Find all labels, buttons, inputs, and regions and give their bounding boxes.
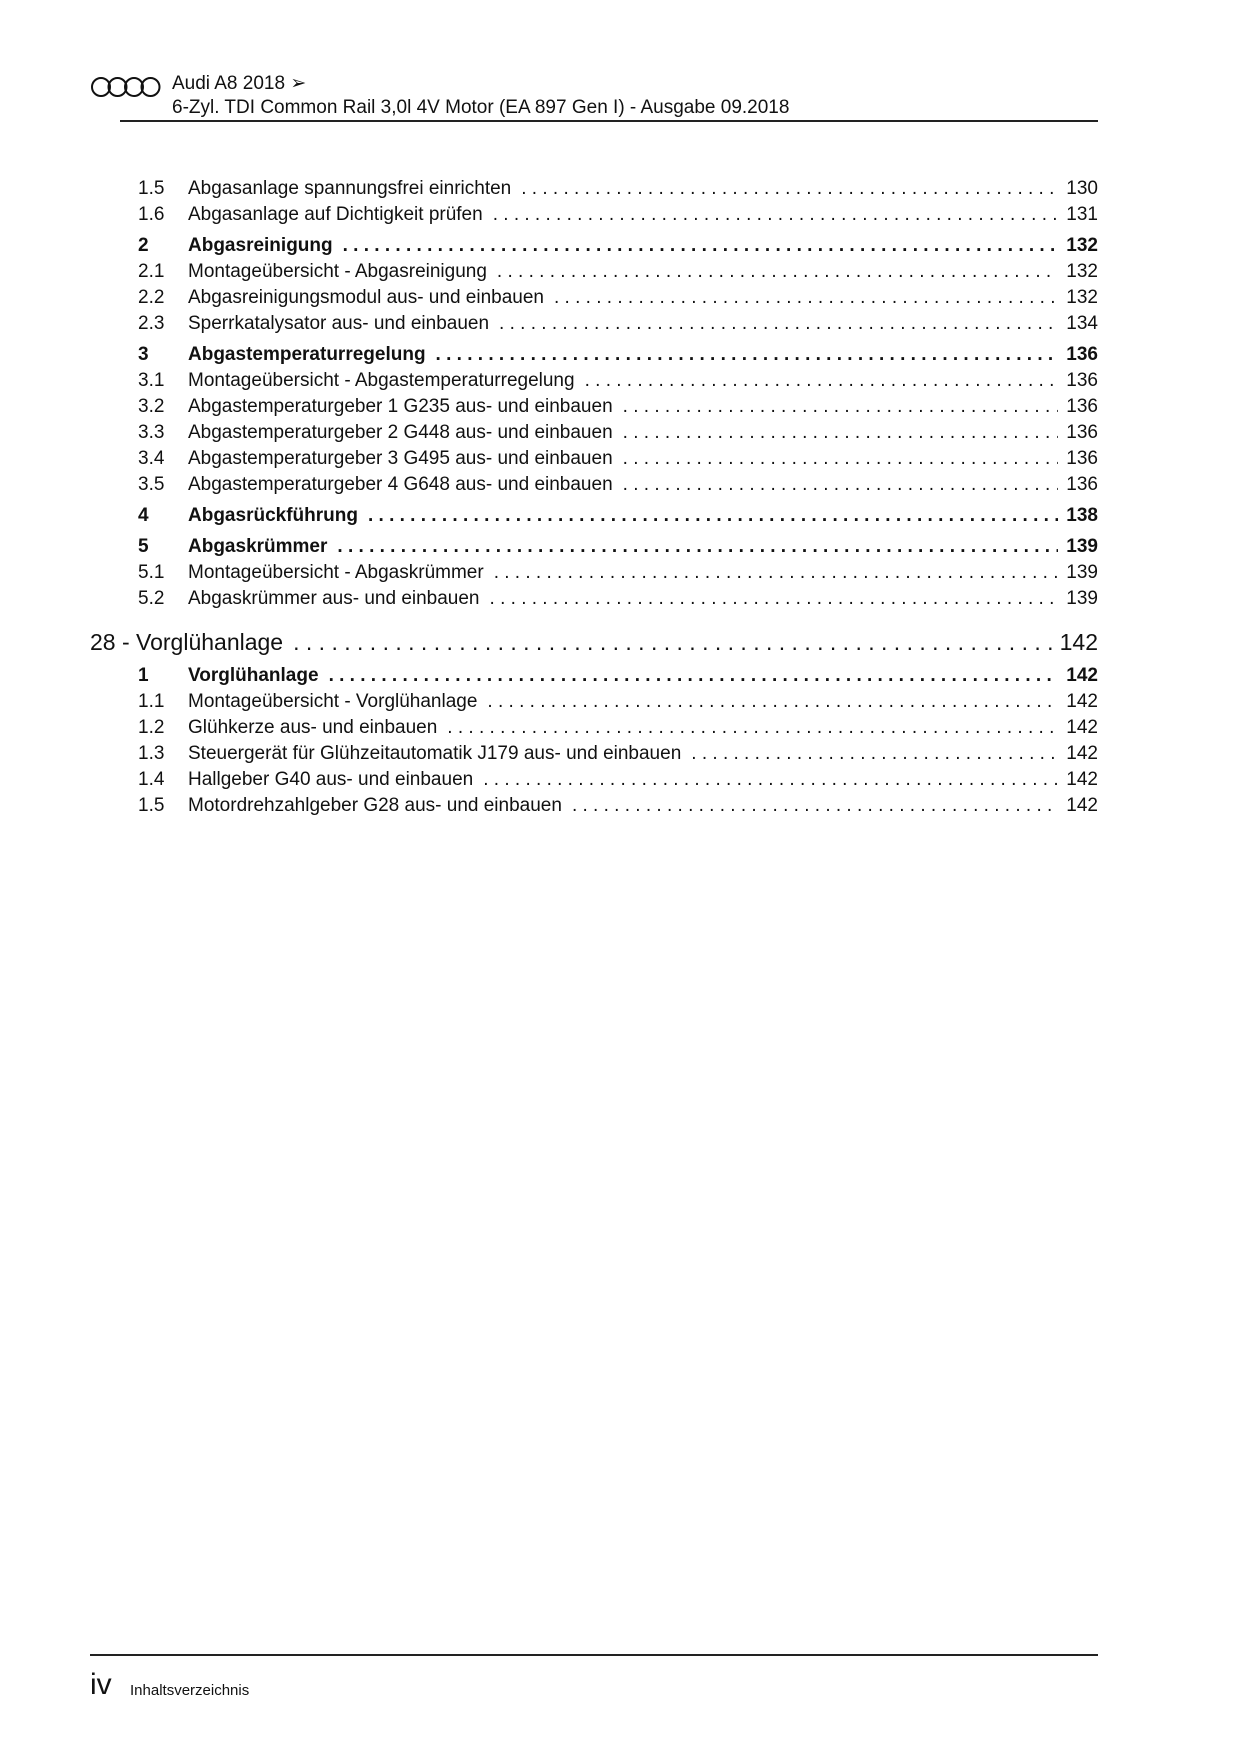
toc-dot-leader <box>368 503 1058 529</box>
toc-entry-number: 5.2 <box>138 588 165 609</box>
toc-entry-title: Steuergerät für Glühzeitautomatik J179 aus- und einbauen <box>188 743 682 764</box>
toc-entry-number: 2.2 <box>138 287 165 308</box>
toc-entry-page: 136 <box>1066 422 1098 443</box>
toc-dot-leader <box>572 793 1058 819</box>
toc-subsection-entry[interactable] <box>90 259 1098 285</box>
footer-section-label: Inhaltsverzeichnis <box>130 1682 250 1699</box>
toc-entry-title: Abgastemperaturgeber 2 G448 aus- und einbauen <box>188 422 613 443</box>
toc-entry-number: 1.2 <box>138 717 165 738</box>
toc-subsection-entry[interactable] <box>90 368 1098 394</box>
toc-dot-leader <box>691 741 1058 767</box>
toc-dot-leader <box>499 311 1058 337</box>
toc-dot-leader <box>436 342 1059 368</box>
toc-entry-number: 1.3 <box>138 743 165 764</box>
toc-entry-number: 3.3 <box>138 422 165 443</box>
toc-section-entry[interactable] <box>90 663 1098 689</box>
toc-entry-title: Montageübersicht - Vorglühanlage <box>188 691 478 712</box>
toc-dot-leader <box>623 472 1059 498</box>
toc-entry-title: Sperrkatalysator aus- und einbauen <box>188 313 490 334</box>
toc-subsection-entry[interactable] <box>90 560 1098 586</box>
toc-entry-title: Abgasrückführung <box>188 505 358 526</box>
toc-entry-number: 1.5 <box>138 178 165 199</box>
toc-entry-number: 5 <box>138 536 149 557</box>
toc-entry-number: 3.2 <box>138 396 165 417</box>
toc-dot-leader <box>623 446 1059 472</box>
toc-entry-page: 139 <box>1066 588 1098 609</box>
toc-dot-leader <box>493 202 1059 228</box>
toc-entry-title: Montageübersicht - Abgaskrümmer <box>188 562 484 583</box>
toc-dot-leader <box>490 586 1059 612</box>
toc-dot-leader <box>521 176 1058 202</box>
toc-entry-page: 136 <box>1066 344 1098 365</box>
toc-dot-leader <box>447 715 1058 741</box>
toc-entry-page: 139 <box>1066 536 1098 557</box>
toc-subsection-entry[interactable] <box>90 420 1098 446</box>
toc-dot-leader <box>554 285 1058 311</box>
header-engine-edition: 6-Zyl. TDI Common Rail 3,0l 4V Motor (EA 897 Gen I) - Ausgabe 09.2018 <box>172 97 790 118</box>
toc-entry-page: 132 <box>1066 235 1098 256</box>
toc-entry-number: 2 <box>138 235 149 256</box>
toc-subsection-entry[interactable] <box>90 394 1098 420</box>
toc-entry-title: Abgasanlage spannungsfrei einrichten <box>188 178 512 199</box>
toc-entry-number: 1.5 <box>138 795 165 816</box>
toc-entry-number: 2.3 <box>138 313 165 334</box>
toc-dot-leader <box>497 259 1058 285</box>
toc-entry-title: Abgaskrümmer aus- und einbauen <box>188 588 480 609</box>
toc-entry-page: 136 <box>1066 396 1098 417</box>
toc-entry-title: Hallgeber G40 aus- und einbauen <box>188 769 474 790</box>
toc-section-entry[interactable] <box>90 342 1098 368</box>
toc-entry-title: Motordrehzahlgeber G28 aus- und einbauen <box>188 795 562 816</box>
toc-entry-page: 136 <box>1066 448 1098 469</box>
toc-subsection-entry[interactable] <box>90 285 1098 311</box>
toc-subsection-entry[interactable] <box>90 689 1098 715</box>
toc-entry-page: 142 <box>1066 769 1098 790</box>
toc-entry-title: Vorglühanlage <box>188 665 319 686</box>
toc-entry-title: Montageübersicht - Abgasreinigung <box>188 261 487 282</box>
toc-subsection-entry[interactable] <box>90 472 1098 498</box>
toc-entry-page: 142 <box>1066 743 1098 764</box>
footer-divider <box>90 1654 1098 1656</box>
toc-entry-title: Montageübersicht - Abgastemperaturregelung <box>188 370 575 391</box>
toc-section-entry[interactable] <box>90 233 1098 259</box>
toc-entry-title: 28 - Vorglühanlage <box>90 629 284 655</box>
toc-entry-page: 130 <box>1066 178 1098 199</box>
toc-dot-leader <box>487 689 1058 715</box>
toc-entry-number: 3.5 <box>138 474 165 495</box>
toc-subsection-entry[interactable] <box>90 176 1098 202</box>
toc-entry-title: Abgasreinigungsmodul aus- und einbauen <box>188 287 544 308</box>
toc-dot-leader <box>337 534 1058 560</box>
toc-dot-leader <box>623 420 1059 446</box>
toc-entry-title: Abgastemperaturgeber 3 G495 aus- und einbauen <box>188 448 613 469</box>
toc-subsection-entry[interactable] <box>90 311 1098 337</box>
toc-entry-number: 3 <box>138 344 149 365</box>
toc-subsection-entry[interactable] <box>90 741 1098 767</box>
header-divider <box>120 120 1098 122</box>
toc-entry-page: 132 <box>1066 287 1098 308</box>
toc-entry-title: Abgastemperaturregelung <box>188 344 426 365</box>
toc-entry-title: Abgasanlage auf Dichtigkeit prüfen <box>188 204 483 225</box>
toc-dot-leader <box>494 560 1059 586</box>
toc-entry-page: 142 <box>1066 665 1098 686</box>
toc-section-entry[interactable] <box>90 503 1098 529</box>
toc-entry-page: 131 <box>1066 204 1098 225</box>
toc-entry-title: Abgasreinigung <box>188 235 333 256</box>
toc-dot-leader <box>293 626 1056 658</box>
toc-subsection-entry[interactable] <box>90 715 1098 741</box>
toc-entry-page: 142 <box>1066 717 1098 738</box>
toc-subsection-entry[interactable] <box>90 767 1098 793</box>
toc-entry-number: 1.6 <box>138 204 165 225</box>
toc-entry-number: 3.1 <box>138 370 165 391</box>
table-of-contents <box>90 176 1098 819</box>
footer-page-number: iv <box>90 1668 112 1701</box>
toc-entry-title: Abgastemperaturgeber 4 G648 aus- und einbauen <box>188 474 613 495</box>
toc-dot-leader <box>343 233 1059 259</box>
header-vehicle-title: Audi A8 2018 ➢ <box>172 73 307 94</box>
toc-entry-page: 136 <box>1066 370 1098 391</box>
audi-rings-logo <box>90 76 162 98</box>
toc-entry-title: Abgastemperaturgeber 1 G235 aus- und einbauen <box>188 396 613 417</box>
toc-entry-number: 2.1 <box>138 261 165 282</box>
toc-subsection-entry[interactable] <box>90 793 1098 819</box>
toc-entry-page: 132 <box>1066 261 1098 282</box>
toc-subsection-entry[interactable] <box>90 202 1098 228</box>
toc-subsection-entry[interactable] <box>90 586 1098 612</box>
toc-entry-page: 142 <box>1066 795 1098 816</box>
toc-entry-number: 1.4 <box>138 769 165 790</box>
toc-entry-page: 138 <box>1066 505 1098 526</box>
toc-dot-leader <box>483 767 1058 793</box>
toc-entry-page: 134 <box>1066 313 1098 334</box>
toc-entry-number: 3.4 <box>138 448 165 469</box>
toc-chapter-entry[interactable] <box>90 626 1098 658</box>
toc-entry-number: 4 <box>138 505 149 526</box>
toc-entry-page: 142 <box>1059 629 1098 655</box>
toc-entry-page: 139 <box>1066 562 1098 583</box>
toc-entry-number: 1 <box>138 665 149 686</box>
toc-dot-leader <box>623 394 1059 420</box>
toc-subsection-entry[interactable] <box>90 446 1098 472</box>
toc-entry-number: 1.1 <box>138 691 165 712</box>
toc-section-entry[interactable] <box>90 534 1098 560</box>
toc-entry-title: Abgaskrümmer <box>188 536 328 557</box>
toc-dot-leader <box>329 663 1059 689</box>
toc-entry-number: 5.1 <box>138 562 165 583</box>
toc-entry-title: Glühkerze aus- und einbauen <box>188 717 438 738</box>
toc-dot-leader <box>585 368 1059 394</box>
toc-entry-page: 136 <box>1066 474 1098 495</box>
toc-entry-page: 142 <box>1066 691 1098 712</box>
